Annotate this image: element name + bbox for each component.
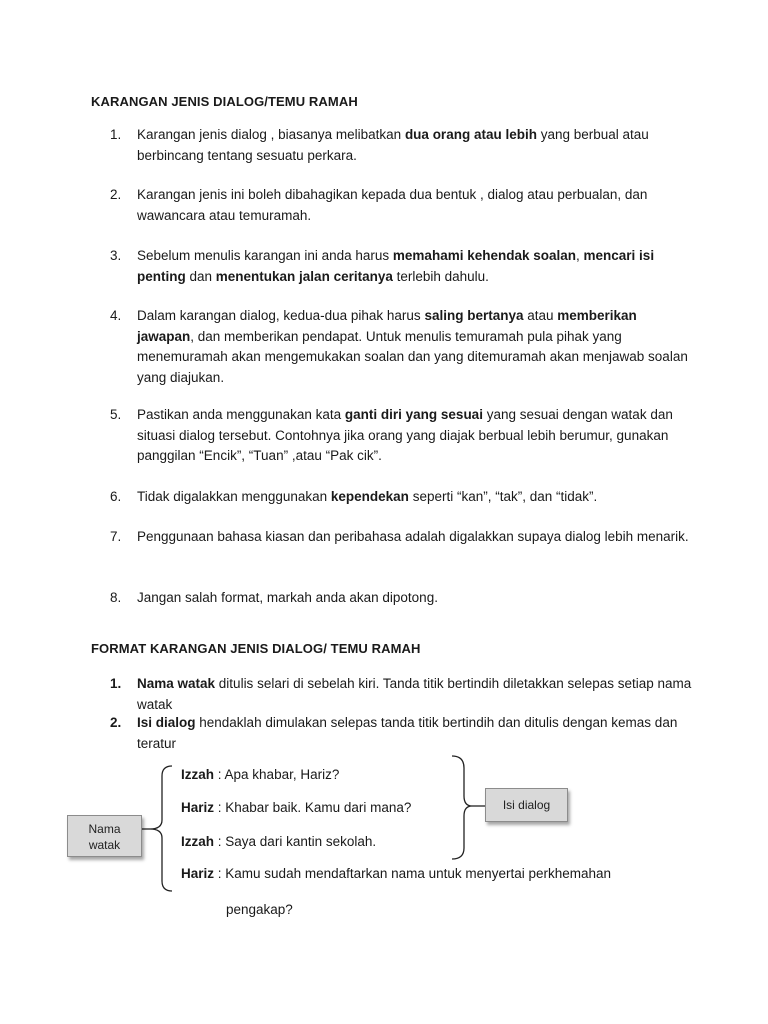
text-run: atau	[523, 308, 558, 323]
text-run: Pastikan anda menggunakan kata	[137, 407, 345, 422]
speaker-name: Izzah	[181, 834, 215, 849]
list-item-number: 8.	[110, 590, 122, 605]
text-run: dan	[185, 268, 216, 284]
dialog-text: Kamu sudah mendaftarkan nama untuk menyertai perkhemahan	[225, 866, 612, 881]
text-run: Penggunaan bahasa kiasan dan peribahasa adalah digalakkan supaya dialog lebih menarik.	[137, 529, 689, 544]
dialog-line	[181, 767, 339, 782]
speaker-name: Hariz	[181, 800, 215, 815]
isi-dialog-label-box: Isi dialog	[485, 788, 568, 822]
list-item-number: 7.	[110, 529, 122, 544]
dialog-separator: :	[214, 767, 225, 782]
bold-phrase: Nama watak	[137, 676, 216, 691]
text-run: yang berbual atau berbincang tentang sesuatu perkara.	[137, 127, 649, 163]
list-item-number: 6.	[110, 489, 122, 504]
bold-phrase: menentukan jalan ceritanya	[215, 268, 393, 284]
dialog-line	[181, 866, 611, 881]
nama-watak-label-line1: Nama	[88, 822, 121, 836]
dialog-text: Saya dari kantin sekolah.	[225, 834, 377, 849]
text-run: Dalam karangan dialog, kedua-dua pihak harus	[137, 308, 425, 323]
dialog-separator: :	[214, 834, 226, 849]
list-item-number: 2.	[110, 715, 122, 730]
section-heading-karangan: KARANGAN JENIS DIALOG/TEMU RAMAH	[91, 94, 358, 109]
bold-phrase: memahami kehendak soalan	[392, 248, 577, 263]
list-item-number: 5.	[110, 407, 122, 422]
bold-phrase: ganti diri yang sesuai	[344, 407, 483, 422]
text-run: Karangan jenis ini boleh dibahagikan kepada dua bentuk , dialog atau perbualan, dan wawancara atau temuramah.	[137, 187, 648, 223]
dialog-separator: :	[214, 866, 226, 881]
speaker-name: Hariz	[181, 866, 215, 881]
text-run: ditulis selari di sebelah kiri. Tanda titik bertindih diletakkan selepas setiap nama watak	[137, 676, 692, 712]
bold-phrase: mencari isi penting	[137, 248, 655, 284]
list-item-number: 1.	[110, 127, 122, 142]
dialog-text: Apa khabar, Hariz?	[224, 767, 340, 782]
left-brace	[150, 766, 172, 891]
nama-watak-label-box	[67, 815, 142, 857]
dialog-line	[181, 834, 376, 849]
nama-watak-label-line2: watak	[88, 838, 121, 852]
dialog-separator: :	[214, 800, 226, 815]
text-run: yang sesuai dengan watak dan situasi dialog tersebut. Contohnya jika orang yang diajak berbual lebih berumur, gunakan panggilan “Encik”, “Tuan” ,atau “Pak cik”.	[137, 407, 673, 463]
text-run: ,	[576, 248, 584, 263]
list-item-number: 4.	[110, 308, 122, 323]
text-run: seperti “kan”, “tak”, dan “tidak”.	[408, 489, 598, 504]
bold-phrase: Isi dialog	[137, 715, 196, 730]
dialog-continuation: pengakap?	[226, 902, 293, 917]
bold-phrase: memberikan jawapan	[137, 308, 637, 344]
text-run: Tidak digalakkan menggunakan	[137, 489, 331, 504]
text-run: hendaklah dimulakan selepas tanda titik bertindih dan ditulis dengan kemas dan teratur	[137, 715, 678, 751]
bold-phrase: saling bertanya	[424, 308, 524, 323]
section-heading-format: FORMAT KARANGAN JENIS DIALOG/ TEMU RAMAH	[91, 641, 421, 656]
bold-phrase: dua orang atau lebih	[404, 127, 537, 142]
text-run: Sebelum menulis karangan ini anda harus	[137, 248, 393, 263]
text-run: terlebih dahulu.	[392, 268, 489, 284]
bold-phrase: kependekan	[330, 489, 409, 504]
speaker-name: Izzah	[181, 767, 215, 782]
dialog-line	[181, 800, 411, 815]
list-item-number: 3.	[110, 248, 122, 263]
dialog-text: Khabar baik. Kamu dari mana?	[225, 800, 412, 815]
right-bracket	[452, 756, 472, 859]
list-item-number: 2.	[110, 187, 122, 202]
text-run: Jangan salah format, markah anda akan dipotong.	[137, 590, 438, 605]
text-run: Karangan jenis dialog , biasanya melibatkan	[137, 127, 405, 142]
list-item-number: 1.	[110, 676, 122, 691]
text-run: , dan memberikan pendapat. Untuk menulis temuramah pula pihak yang menemuramah akan mengemukakan soalan dan yang ditemuramah akan menjawab soalan yang diajukan.	[137, 328, 688, 385]
